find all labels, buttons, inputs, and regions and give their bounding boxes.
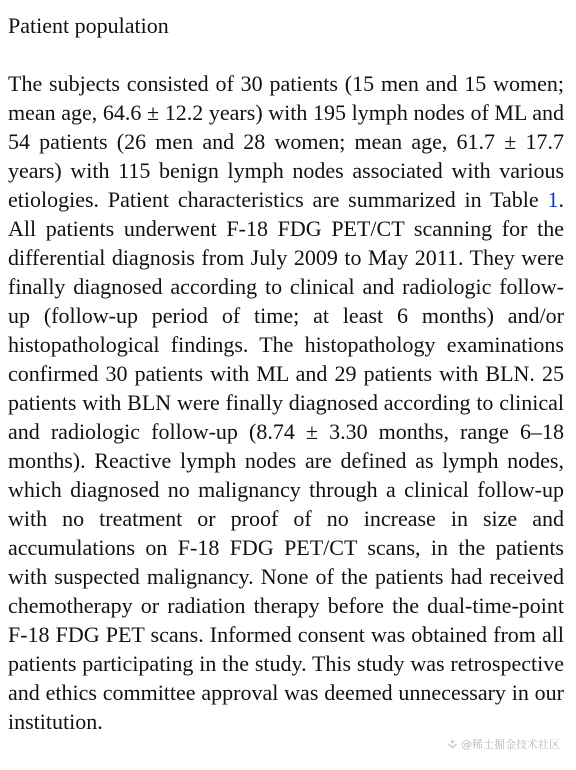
paragraph-text-part1: The subjects consisted of 30 patients (15 men and 15 women; mean age, 64.6 ± 12.2 years) with 195 lymph nodes of ML and 54 patients (26 men and 28 women; mean age, 61.7 ± 17.7 years) with 115 benign lymph nodes associated with various etiologies. Patient characteristics are summarized in Table — [8, 71, 564, 212]
body-paragraph — [8, 69, 564, 736]
table-reference-link[interactable]: 1 — [547, 187, 559, 212]
paragraph-text-part2: . All patients underwent F-18 FDG PET/CT scanning for the differential diagnosis from July 2009 to May 2011. They were finally diagnosed according to clinical and radiologic follow-up (follow-up period of time; at least 6 months) and/or histopathological findings. The histopathology examinations confirmed 30 patients with ML and 29 patients with BLN. 25 patients with BLN were finally diagnosed according to clinical and radiologic follow-up (8.74 ± 3.30 months, range 6–18 months). Reactive lymph nodes are defined as lymph nodes, which diagnosed no malignancy through a clinical follow-up with no treatment or proof of no increase in size and accumulations on F-18 FDG PET/CT scans, in the patients with suspected malignancy. None of the patients had received chemotherapy or radiation therapy before the dual-time-point F-18 FDG PET scans. Informed consent was obtained from all patients participating in the study. This study was retrospective and ethics committee approval was deemed unnecessary in our institution. — [8, 187, 564, 734]
watermark — [447, 736, 560, 752]
section-heading: Patient population — [8, 13, 169, 38]
juejin-logo-icon — [447, 739, 458, 750]
watermark-text: @稀土掘金技术社区 — [461, 738, 560, 751]
article-section — [8, 12, 564, 736]
